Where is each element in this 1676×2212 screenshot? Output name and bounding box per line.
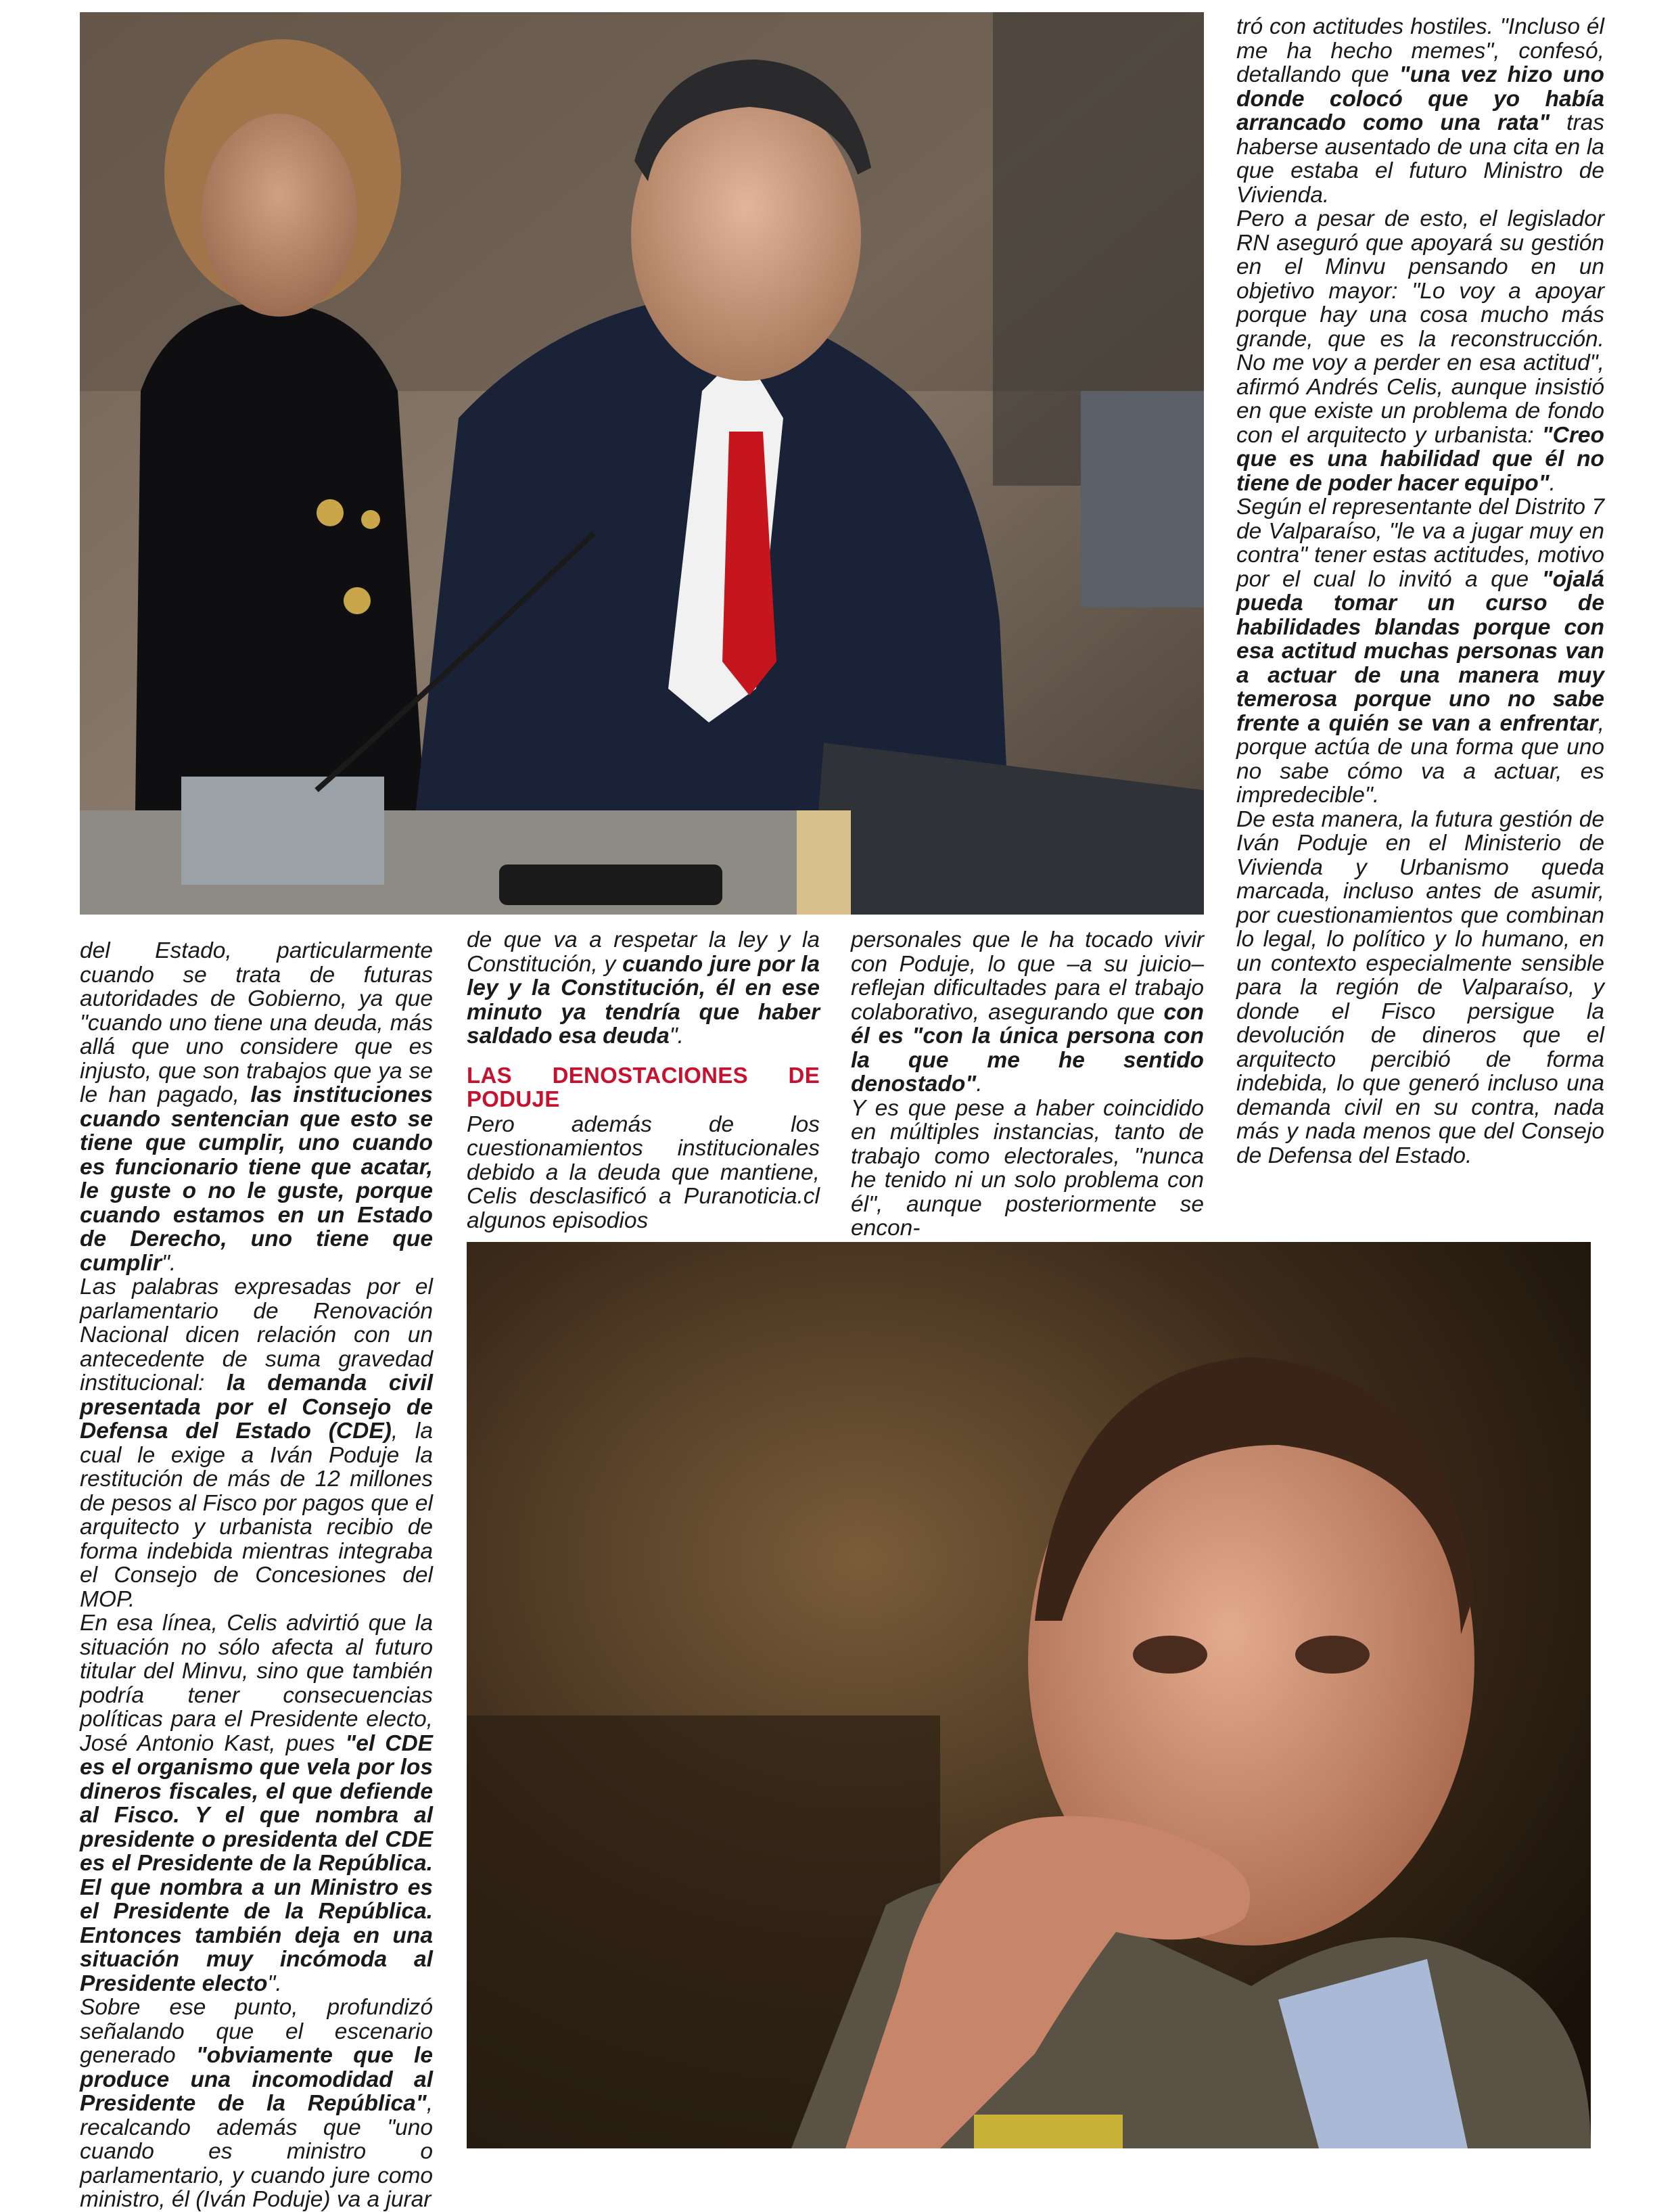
photo-legislator-with-microphone <box>80 12 1204 915</box>
paragraph: Pero además de los cuestionamientos institucionales debido a la deuda que mantiene, Celis desclasificó a Puranoticia.cl algunos episodios <box>467 1111 820 1233</box>
text-column-right <box>1236 15 1604 1168</box>
paragraph: del Estado, particularmente cuando se trata de futuras autoridades de Gobierno, ya que "cuando uno tiene una deuda, más allá que uno considere que es injusto, que son trabajos que ya se le han pagado, las instituciones cuando sentencian que esto se tiene que cumplir, uno cuando es funcionario tiene que acatar, le guste o no le guste, porque cuando estamos en un Estado de Derecho, uno tiene que cumplir". <box>80 938 433 1276</box>
paragraph: de que va a respetar la ley y la Constitución, y cuando jure por la ley y la Constitución, él en ese minuto ya tendría que haber saldado esa deuda". <box>467 927 820 1049</box>
paragraph: En esa línea, Celis advirtió que la situación no sólo afecta al futuro titular del Minvu, sino que también podría tener consecuencias políticas para el Presidente electo, José Antonio Kast, pues "el CDE es el organismo que vela por los dineros fiscales, el que defiende al Fisco. Y el que nombra al presidente o presidenta del CDE es el Presidente de la República. El que nombra a un Ministro es el Presidente de la República. Entonces también deja en una situación muy incómoda al Presidente electo". <box>80 1611 434 1996</box>
paragraph: De esta manera, la futura gestión de Iván Poduje en el Ministerio de Vivienda y Urbanismo queda marcada, incluso antes de asumir, por cuestionamientos que combinan lo legal, lo político y lo humano, en un contexto especialmente sensible para la región de Valparaíso, y donde el Fisco persigue la devolución de dineros que el arquitecto percibió de forma indebida, lo que generó incluso una demanda civil en su contra, nada más y nada menos que del Consejo de Defensa del Estado. <box>1236 806 1604 1168</box>
text-column-2 <box>467 928 820 1232</box>
paragraph: Pero a pesar de esto, el legislador RN aseguró que apoyará su gestión en el Minvu pensando en un objetivo mayor: "Lo voy a apoyar porque hay una cosa mucho más grande, que es la reconstrucción. No me voy a perder en esa actitud", afirmó Andrés Celis, aunque insistió en que existe un problema de fondo con el arquitecto y urbanista: "Creo que es una habilidad que él no tiene de poder hacer equipo". <box>1236 206 1604 496</box>
photo-bottom-poduje <box>467 1242 1591 2148</box>
paragraph: Y es que pese a haber coincidido en múltiples instancias, tanto de trabajo como electorales, "nunca he tenido ni un solo problema con él", aunque posteriormente se encon- <box>851 1095 1204 1241</box>
paragraph: tró con actitudes hostiles. "Incluso él me ha hecho memes", confesó, detallando que "una vez hizo uno donde colocó que yo había arrancado como una rata" tras haberse ausentado de una cita en la que estaba el futuro Ministro de Vivienda. <box>1236 14 1605 208</box>
text-column-3 <box>851 928 1204 1241</box>
photo-top-legislator <box>80 12 1204 915</box>
paragraph: Según el representante del Distrito 7 de Valparaíso, "le va a jugar muy en contra" tener estas actitudes, motivo por el cual lo invitó a que "ojalá pueda tomar un curso de habilidades blandas porque con esa actitud muchas personas van a actuar de una manera muy temerosa porque uno no sabe frente a quién se van a enfrentar, porque actúa de una forma que uno no sabe cómo va a actuar, es impredecible". <box>1236 494 1604 808</box>
photo-man-hand-on-chin <box>467 1242 1591 2148</box>
section-subhead: LAS DENOSTACIONES DE PODUJE <box>467 1062 820 1111</box>
paragraph: Sobre ese punto, profundizó señalando que el escenario generado "obviamente que le produce una incomodidad al Presidente de la República", recalcando además que "uno cuando es ministro o parlamentario, y cuando jure como ministro, él (Iván Poduje) va a jurar <box>80 1995 433 2212</box>
paragraph: personales que le ha tocado vivir con Poduje, lo que –a su juicio– reflejan dificultades para el trabajo colaborativo, asegurando que con él es "con la única persona con la que me he sentido denostado". <box>851 927 1204 1097</box>
text-column-1 <box>80 939 433 2212</box>
paragraph: Las palabras expresadas por el parlamentario de Renovación Nacional dicen relación con un antecedente de suma gravedad institucional: la demanda civil presentada por el Consejo de Defensa del Estado (CDE), la cual le exige a Iván Poduje la restitución de más de 12 millones de pesos al Fisco por pagos que el arquitecto y urbanista recibio de forma indebida mientras integraba el Consejo de Concesiones del MOP. <box>80 1274 434 1612</box>
